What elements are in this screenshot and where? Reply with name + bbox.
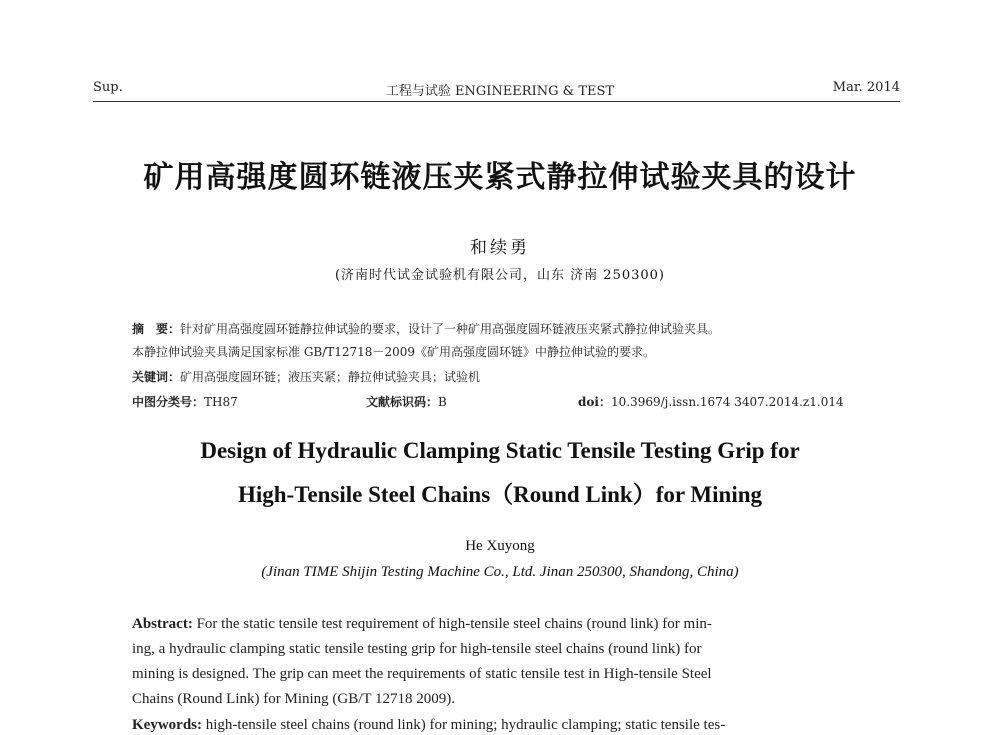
- english-author: He Xuyong: [465, 538, 535, 554]
- chinese-abstract-line-2: 本静拉伸试验夹具满足国家标准 GB/T12718－2009《矿用高强度圆环链》中静拉伸试验的要求。: [132, 345, 655, 359]
- english-abstract-line-3: mining is designed. The grip can meet the requirements of static tensile test in High-tensile Steel: [132, 666, 712, 682]
- chinese-keywords-label: 关键词：: [132, 370, 181, 384]
- header-rule: [93, 101, 900, 102]
- running-header-journal: 工程与试验 ENGINEERING & TEST: [385, 84, 615, 99]
- chinese-title: 矿用高强度圆环链液压夹紧式静拉伸试验夹具的设计: [143, 160, 857, 195]
- english-affiliation: (Jinan TIME Shijin Testing Machine Co., Ltd. Jinan 250300, Shandong, China): [261, 564, 739, 580]
- clc-number: [132, 393, 238, 410]
- english-title-line-1: Design of Hydraulic Clamping Static Tensile Testing Grip for: [200, 438, 800, 463]
- chinese-abstract-text-1: 针对矿用高强度圆环链静拉伸试验的要求，设计了一种矿用高强度圆环链液压夹紧式静拉伸试验夹具。: [180, 322, 721, 336]
- chinese-abstract-line-1: [132, 320, 720, 337]
- english-abstract-text-1: For the static tensile test requirement of high-tensile steel chains (round link) for min-: [196, 616, 712, 632]
- running-header-date: Mar. 2014: [832, 80, 900, 95]
- document-code: [366, 393, 447, 410]
- english-keywords-text: high-tensile steel chains (round link) for mining; hydraulic clamping; static tensile tes-: [205, 717, 726, 733]
- running-header-left: Sup.: [93, 80, 123, 95]
- english-title-line-2: High-Tensile Steel Chains（Round Link）for Mining: [237, 482, 762, 507]
- chinese-affiliation: (济南时代试金试验机有限公司，山东 济南 250300): [334, 268, 666, 283]
- english-keywords: [132, 717, 868, 734]
- doi-label: doi：: [578, 395, 611, 409]
- doi-value: 10.3969/j.issn.1674 3407.2014.z1.014: [610, 395, 844, 409]
- doi: [578, 393, 844, 410]
- chinese-keywords: [132, 368, 480, 385]
- doccode-value: B: [438, 395, 447, 409]
- doccode-label: 文献标识码：: [366, 395, 439, 409]
- clc-label: 中图分类号：: [132, 395, 205, 409]
- english-abstract-label: Abstract:: [132, 616, 193, 632]
- chinese-keywords-text: 矿用高强度圆环链；液压夹紧；静拉伸试验夹具；试验机: [180, 370, 481, 384]
- clc-value: TH87: [204, 395, 238, 409]
- english-abstract-line-2: ing, a hydraulic clamping static tensile testing grip for high-tensile steel chains (round link) for: [132, 641, 702, 657]
- chinese-author: 和续勇: [470, 238, 530, 258]
- chinese-abstract-label: 摘 要：: [132, 322, 181, 336]
- english-abstract-line-4: Chains (Round Link) for Mining (GB/T 12718 2009).: [132, 691, 456, 707]
- english-abstract-line-1: [132, 616, 868, 633]
- english-keywords-label: Keywords:: [132, 717, 202, 733]
